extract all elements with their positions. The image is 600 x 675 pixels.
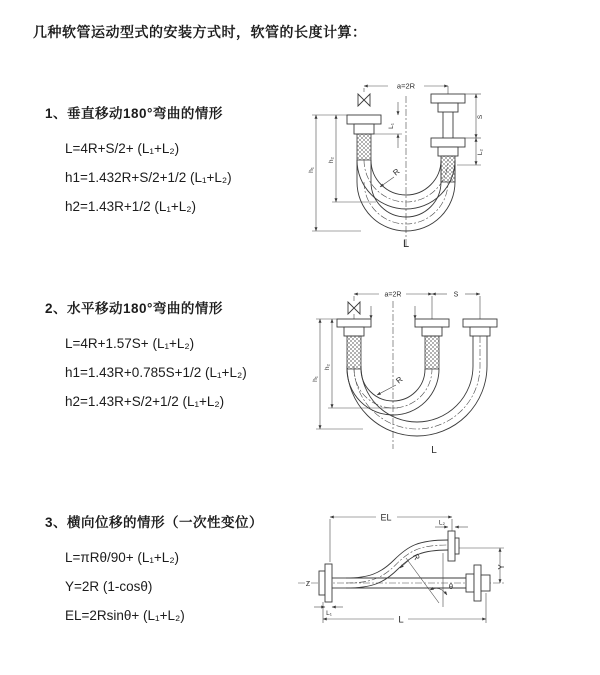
dim-label-s: S bbox=[453, 291, 459, 299]
valve-icon bbox=[348, 302, 360, 319]
formula-line: L=πRθ/90+ (L₁+L₂) bbox=[65, 550, 180, 565]
dim-label-l1: L₁ bbox=[326, 610, 332, 617]
dimension-l1 bbox=[373, 102, 402, 148]
formula-line: Y=2R (1-cosθ) bbox=[65, 579, 153, 594]
dim-label-a2r: a=2R bbox=[384, 291, 402, 299]
dimension-s-l2 bbox=[457, 94, 484, 165]
dim-label-h1: h₁ bbox=[312, 376, 319, 382]
dim-label-length: L bbox=[431, 445, 437, 456]
dim-label-theta: θ bbox=[448, 582, 454, 591]
fitting-middle bbox=[415, 319, 449, 369]
formula-line: h1=1.43R+0.785S+1/2 (L₁+L₂) bbox=[65, 365, 247, 380]
diagram-3-lateral-displacement bbox=[296, 503, 600, 643]
angle-theta-construction bbox=[406, 553, 453, 607]
page-title: 几种软管运动型式的安装方式时，软管的长度计算： bbox=[33, 24, 367, 40]
dim-label-l1: L₁ bbox=[388, 123, 395, 129]
dim-label-radius: R bbox=[391, 166, 402, 178]
fitting-left bbox=[337, 319, 371, 369]
valve-icon bbox=[358, 94, 370, 106]
pipe-break-mark: Z bbox=[305, 581, 311, 588]
braided-hose-section bbox=[425, 336, 439, 369]
dim-label-h1: h₁ bbox=[308, 167, 315, 173]
section-3 bbox=[45, 511, 263, 630]
diagram-1-vertical-180-bend bbox=[306, 70, 588, 258]
section-1 bbox=[45, 102, 232, 221]
section-2-formulas bbox=[65, 329, 247, 416]
dim-label-length: L bbox=[402, 238, 410, 250]
formula-line: h1=1.432R+S/2+1/2 (L₁+L₂) bbox=[65, 170, 232, 185]
fitting-right-displaced bbox=[463, 319, 497, 366]
flange-right-bottom bbox=[466, 565, 490, 601]
formula-line: L=4R+S/2+ (L₁+L₂) bbox=[65, 141, 180, 156]
radius-callout bbox=[377, 375, 405, 395]
section-2 bbox=[45, 297, 247, 416]
dimension-a-2r-and-s bbox=[354, 292, 480, 320]
dimension-l1 bbox=[314, 607, 343, 617]
dim-label-y: Y bbox=[497, 564, 506, 570]
formula-line: EL=2Rsinθ+ (L₁+L₂) bbox=[65, 608, 185, 623]
flange-right-top bbox=[448, 531, 459, 561]
radius-callout bbox=[400, 552, 422, 568]
dim-label-length: L bbox=[398, 614, 404, 626]
radius-callout bbox=[380, 167, 402, 187]
fitting-right bbox=[431, 94, 465, 182]
dimension-a-2r bbox=[364, 82, 448, 95]
braided-hose-section bbox=[357, 134, 371, 160]
section-3-formulas bbox=[65, 543, 263, 630]
section-3-heading: 3、横向位移的情形（一次性变位） bbox=[45, 515, 264, 530]
dim-label-el: EL bbox=[380, 512, 392, 523]
formula-line: h2=1.43R+S/2+1/2 (L₁+L₂) bbox=[65, 394, 225, 409]
braided-hose-section bbox=[347, 336, 361, 369]
dim-label-l2: L₂ bbox=[477, 148, 484, 156]
hose-displaced-s-curve bbox=[346, 540, 448, 588]
dim-label-s: S bbox=[477, 114, 484, 120]
formula-line: h2=1.43R+1/2 (L₁+L₂) bbox=[65, 199, 197, 214]
dimension-l bbox=[323, 593, 486, 626]
section-1-heading: 1、垂直移动180°弯曲的情形 bbox=[45, 106, 223, 121]
braided-hose-section bbox=[441, 156, 455, 182]
dim-label-l2: L₂ bbox=[438, 519, 446, 527]
dimension-el bbox=[330, 513, 452, 563]
diagram-2-horizontal-180-bend bbox=[303, 281, 600, 467]
section-1-formulas bbox=[65, 134, 232, 221]
dim-label-h2: h₂ bbox=[328, 156, 335, 164]
hose-u-bends bbox=[347, 366, 487, 436]
dimension-l2 bbox=[435, 520, 468, 528]
fitting-left bbox=[312, 115, 381, 160]
dim-label-h2: h₂ bbox=[324, 363, 331, 371]
dim-label-a2r: a=2R bbox=[396, 81, 416, 91]
formula-line: L=4R+1.57S+ (L₁+L₂) bbox=[65, 336, 195, 351]
dim-label-radius: R bbox=[410, 552, 422, 562]
section-2-heading: 2、水平移动180°弯曲的情形 bbox=[45, 301, 223, 316]
dim-label-radius: R bbox=[394, 374, 405, 386]
